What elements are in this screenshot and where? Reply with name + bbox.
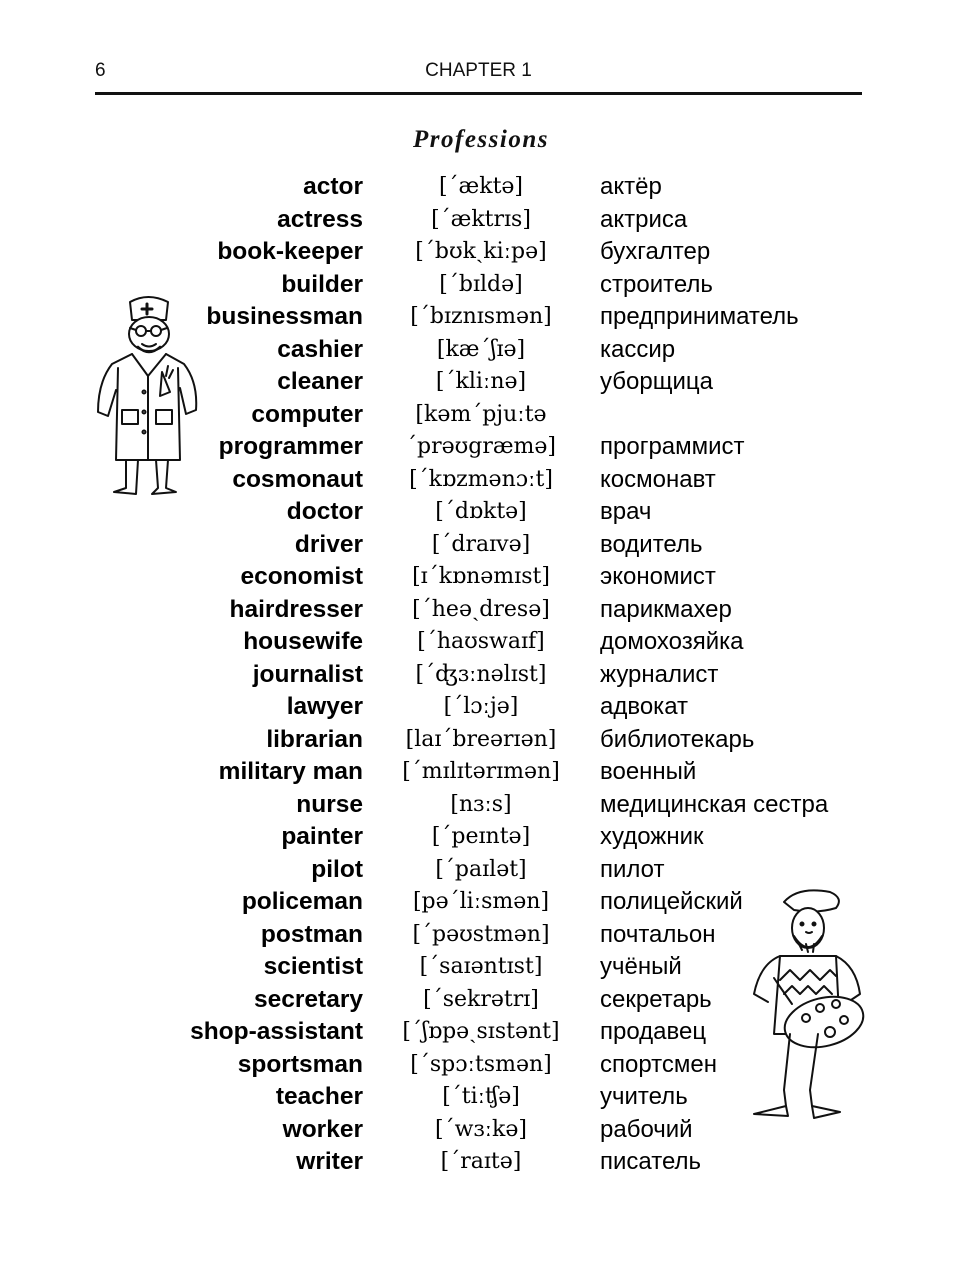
english-word: cosmonaut <box>232 465 363 493</box>
russian-translation: водитель <box>600 530 703 558</box>
russian-translation: врач <box>600 498 652 525</box>
phonetic-transcription: [ˊbʊkˏkiːpə] <box>415 239 547 264</box>
phonetic-transcription: [ˊsaɪəntɪst] <box>419 954 543 979</box>
phonetic-transcription: [ˊpeɪntə] <box>431 824 531 849</box>
russian-translation: почтальон <box>600 920 716 948</box>
russian-translation: писатель <box>600 1148 702 1175</box>
phonetic-transcription: [ˊpəʊstmən] <box>412 921 550 947</box>
russian-translation: медицинская сестра <box>600 790 829 818</box>
english-word: secretary <box>254 985 363 1013</box>
russian-translation: экономист <box>600 563 716 590</box>
phonetic-transcription: [ˊʤɜːnəlɪst] <box>415 661 547 687</box>
phonetic-transcription: [ˊkɒzmənɔːt] <box>409 466 553 492</box>
russian-translation: секретарь <box>600 985 712 1013</box>
section-title: Professions <box>413 126 549 153</box>
english-word: hairdresser <box>229 595 363 623</box>
doctor-cartoon-icon <box>92 292 204 502</box>
vocabulary-row <box>0 1146 957 1179</box>
russian-translation: пилот <box>600 855 665 883</box>
russian-translation: адвокат <box>600 693 689 720</box>
russian-translation: космонавт <box>600 465 716 493</box>
english-word: sportsman <box>237 1050 363 1078</box>
page-number: 6 <box>95 60 106 81</box>
phonetic-transcription: [ˊdraɪvə] <box>431 531 531 557</box>
russian-translation: уборщица <box>600 368 713 395</box>
vocabulary-row <box>0 561 957 594</box>
russian-translation: предприниматель <box>600 303 799 330</box>
phonetic-transcription: [ˊmɪlɪtərɪmən] <box>402 759 560 784</box>
english-word: cashier <box>277 335 363 363</box>
vocabulary-row <box>0 204 957 237</box>
english-word: shop-assistant <box>190 1018 363 1045</box>
painter-cartoon-icon <box>740 884 868 1128</box>
phonetic-transcription: [ˊæktrɪs] <box>431 206 531 232</box>
phonetic-transcription: [ˊbɪznɪsmən] <box>410 304 552 329</box>
phonetic-transcription: [kəmˊpjuːtə <box>415 401 547 427</box>
english-word: driver <box>294 530 363 558</box>
phonetic-transcription: [kæˊʃɪə] <box>436 336 526 362</box>
phonetic-transcription: [ˊkliːnə] <box>435 369 527 394</box>
english-word: computer <box>251 400 363 428</box>
russian-translation: рабочий <box>600 1115 693 1143</box>
header-rule <box>95 92 862 95</box>
russian-translation: актёр <box>600 173 662 200</box>
english-word: housewife <box>243 628 363 655</box>
english-word: book-keeper <box>217 238 363 265</box>
vocabulary-row <box>0 626 957 659</box>
russian-translation: продавец <box>600 1018 707 1045</box>
vocabulary-row <box>0 724 957 757</box>
vocabulary-row <box>0 789 957 822</box>
phonetic-transcription: [ˊtiːʧə] <box>442 1084 520 1109</box>
english-word: postman <box>260 920 363 948</box>
phonetic-transcription: [pəˊliːsmən] <box>412 889 550 914</box>
english-word: painter <box>281 823 363 850</box>
phonetic-transcription: [ˊbɪldə] <box>439 271 523 297</box>
vocabulary-row <box>0 171 957 204</box>
english-word: scientist <box>263 953 363 980</box>
phonetic-transcription: [ˊlɔːjə] <box>443 694 519 719</box>
vocabulary-row <box>0 854 957 887</box>
vocabulary-row <box>0 529 957 562</box>
vocabulary-row <box>0 236 957 269</box>
russian-translation: учёный <box>600 953 682 980</box>
english-word: businessman <box>206 303 363 330</box>
english-word: journalist <box>252 660 363 688</box>
phonetic-transcription: [nɜːs] <box>450 791 512 817</box>
phonetic-transcription: [ˊspɔːtsmən] <box>410 1051 552 1077</box>
phonetic-transcription: [ˊæktə] <box>438 174 524 199</box>
russian-translation: программист <box>600 433 745 460</box>
english-word: librarian <box>266 725 363 753</box>
phonetic-transcription: [ˊwɜːkə] <box>435 1116 527 1142</box>
russian-translation: домохозяйка <box>600 628 744 655</box>
english-word: worker <box>282 1115 363 1143</box>
vocabulary-row <box>0 821 957 854</box>
phonetic-transcription: [ɪˊkɒnəmɪst] <box>412 564 550 589</box>
russian-translation: учитель <box>600 1083 688 1110</box>
english-word: military man <box>218 758 363 785</box>
running-head: CHAPTER 1 <box>425 60 532 81</box>
russian-translation: бухгалтер <box>600 238 711 265</box>
english-word: teacher <box>275 1083 363 1110</box>
russian-translation: парикмахер <box>600 595 732 623</box>
english-word: doctor <box>286 498 363 525</box>
english-word: actor <box>303 173 363 200</box>
english-word: builder <box>281 270 363 298</box>
english-word: nurse <box>296 790 363 818</box>
russian-translation: полицейский <box>600 888 743 915</box>
english-word: pilot <box>311 855 363 883</box>
russian-translation: спортсмен <box>600 1050 717 1078</box>
english-word: cleaner <box>277 368 363 395</box>
russian-translation: актриса <box>600 205 688 233</box>
russian-translation: строитель <box>600 270 713 298</box>
phonetic-transcription: [laɪˊbreərɪən] <box>405 726 557 752</box>
english-word: writer <box>296 1148 363 1175</box>
phonetic-transcription: ˊprəʊgræmə] <box>405 434 557 459</box>
phonetic-transcription: [ˊheəˏdresə] <box>412 596 550 622</box>
english-word: programmer <box>218 433 363 460</box>
vocabulary-row <box>0 756 957 789</box>
russian-translation: библиотекарь <box>600 725 755 753</box>
english-word: lawyer <box>286 693 363 720</box>
phonetic-transcription: [ˊsekrətrɪ] <box>423 986 539 1012</box>
russian-translation: журналист <box>600 660 719 688</box>
english-word: actress <box>277 205 363 233</box>
english-word: policeman <box>241 888 363 915</box>
russian-translation: художник <box>600 823 704 850</box>
vocabulary-row <box>0 691 957 724</box>
phonetic-transcription: [ˊpaɪlət] <box>435 856 527 882</box>
vocabulary-row <box>0 594 957 627</box>
phonetic-transcription: [ˊraɪtə] <box>440 1149 522 1174</box>
vocabulary-row <box>0 659 957 692</box>
phonetic-transcription: [ˊhaʊswaɪf] <box>417 629 545 654</box>
russian-translation: кассир <box>600 335 676 363</box>
phonetic-transcription: [ˊʃɒpəˏsɪstənt] <box>402 1019 560 1044</box>
russian-translation: военный <box>600 758 697 785</box>
phonetic-transcription: [ˊdɒktə] <box>435 499 527 524</box>
english-word: economist <box>240 563 363 590</box>
